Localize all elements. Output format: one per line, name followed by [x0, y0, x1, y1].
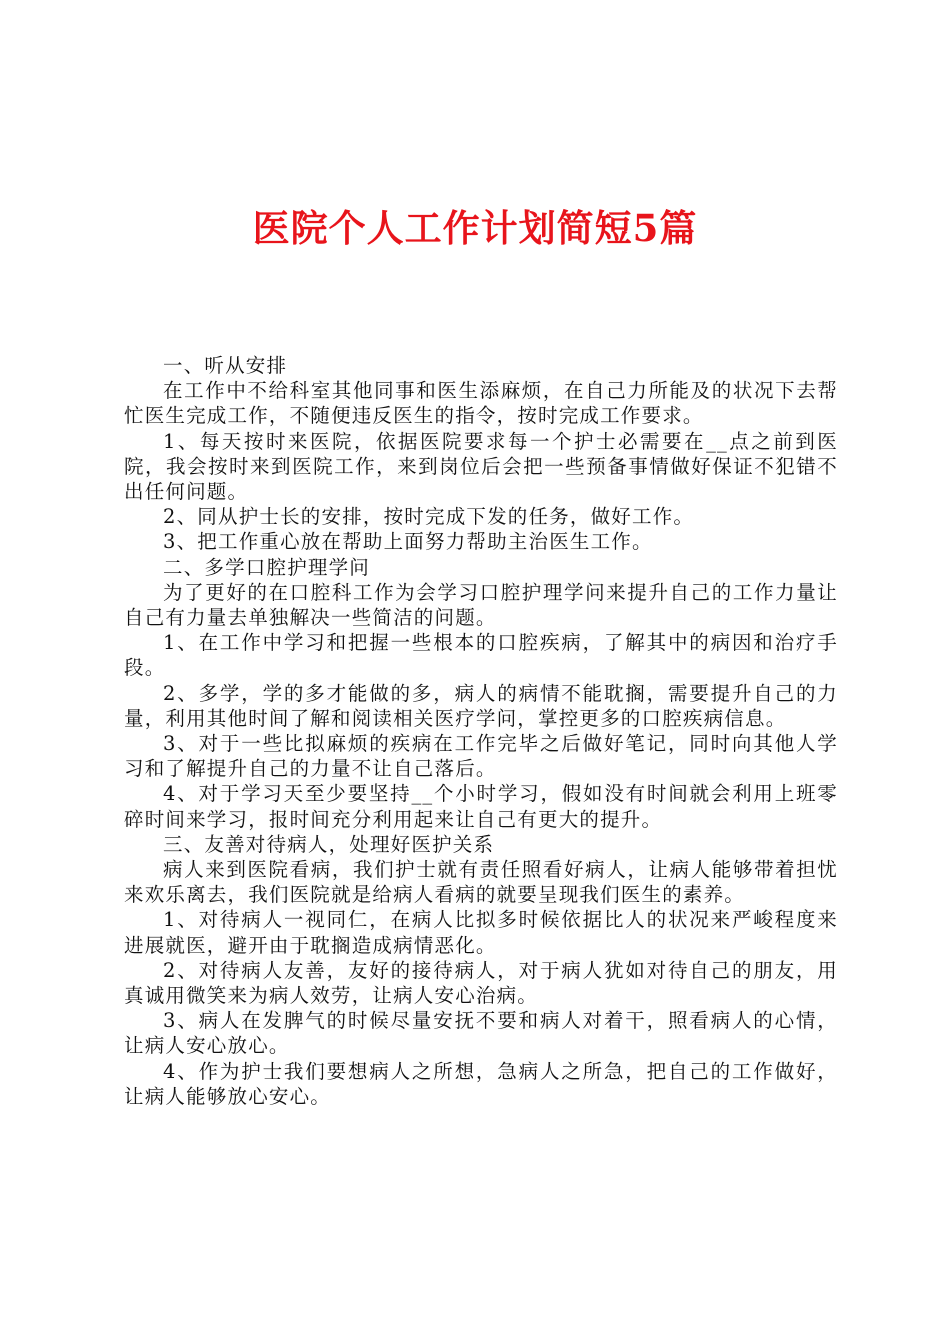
section-heading-3: 三、友善对待病人，处理好医护关系 [163, 832, 495, 856]
list-item: 1、每天按时来医院，依据医院要求每一个护士必需要在__点之前到医院，我会按时来到医院工作，来到岗位后会把一些预备事情做好保证不犯错不出任何问题。 [124, 429, 838, 504]
section-heading-2: 二、多学口腔护理学问 [163, 555, 371, 579]
list-item: 2、多学，学的多才能做的多，病人的病情不能耽搁，需要提升自己的力量，利用其他时间了解和阅读相关医疗学问，掌控更多的口腔疾病信息。 [124, 681, 838, 730]
list-item: 3、把工作重心放在帮助上面努力帮助主治医生工作。 [163, 530, 653, 554]
list-item: 3、对于一些比拟麻烦的疾病在工作完毕之后做好笔记，同时向其他人学习和了解提升自己的力量不让自己落后。 [124, 732, 838, 781]
list-item: 4、作为护士我们要想病人之所想，急病人之所急，把自己的工作做好，让病人能够放心安心。 [124, 1059, 838, 1108]
list-item: 1、在工作中学习和把握一些根本的口腔疾病，了解其中的病因和治疗手段。 [124, 631, 838, 680]
paragraph: 为了更好的在口腔科工作为会学习口腔护理学问来提升自己的工作力量让自己有力量去单独解决一些简洁的问题。 [124, 580, 838, 630]
list-item: 1、对待病人一视同仁，在病人比拟多时候依据比人的状况来严峻程度来进展就医，避开由于耽搁造成病情恶化。 [124, 908, 838, 957]
list-item: 4、对于学习天至少要坚持__个小时学习，假如没有时间就会利用上班零碎时间来学习，报时间充分利用起来让自己有更大的提升。 [124, 782, 838, 831]
document-body [124, 353, 838, 1109]
paragraph: 病人来到医院看病，我们护士就有责任照看好病人，让病人能够带着担忧来欢乐离去，我们医院就是给病人看病的就要呈现我们医生的素养。 [124, 858, 838, 907]
list-item: 3、病人在发脾气的时候尽量安抚不要和病人对着干，照看病人的心情，让病人安心放心。 [124, 1009, 838, 1058]
section-heading-1: 一、听从安排 [163, 354, 288, 377]
list-item: 2、对待病人友善，友好的接待病人，对于病人犹如对待自己的朋友，用真诚用微笑来为病人效劳，让病人安心治病。 [124, 958, 838, 1008]
paragraph: 在工作中不给科室其他同事和医生添麻烦，在自己力所能及的状况下去帮忙医生完成工作，不随便违反医生的指令，按时完成工作要求。 [124, 379, 838, 428]
list-item: 2、同从护士长的安排，按时完成下发的任务，做好工作。 [163, 505, 695, 529]
document-title: 医院个人工作计划简短5篇 [252, 206, 698, 250]
